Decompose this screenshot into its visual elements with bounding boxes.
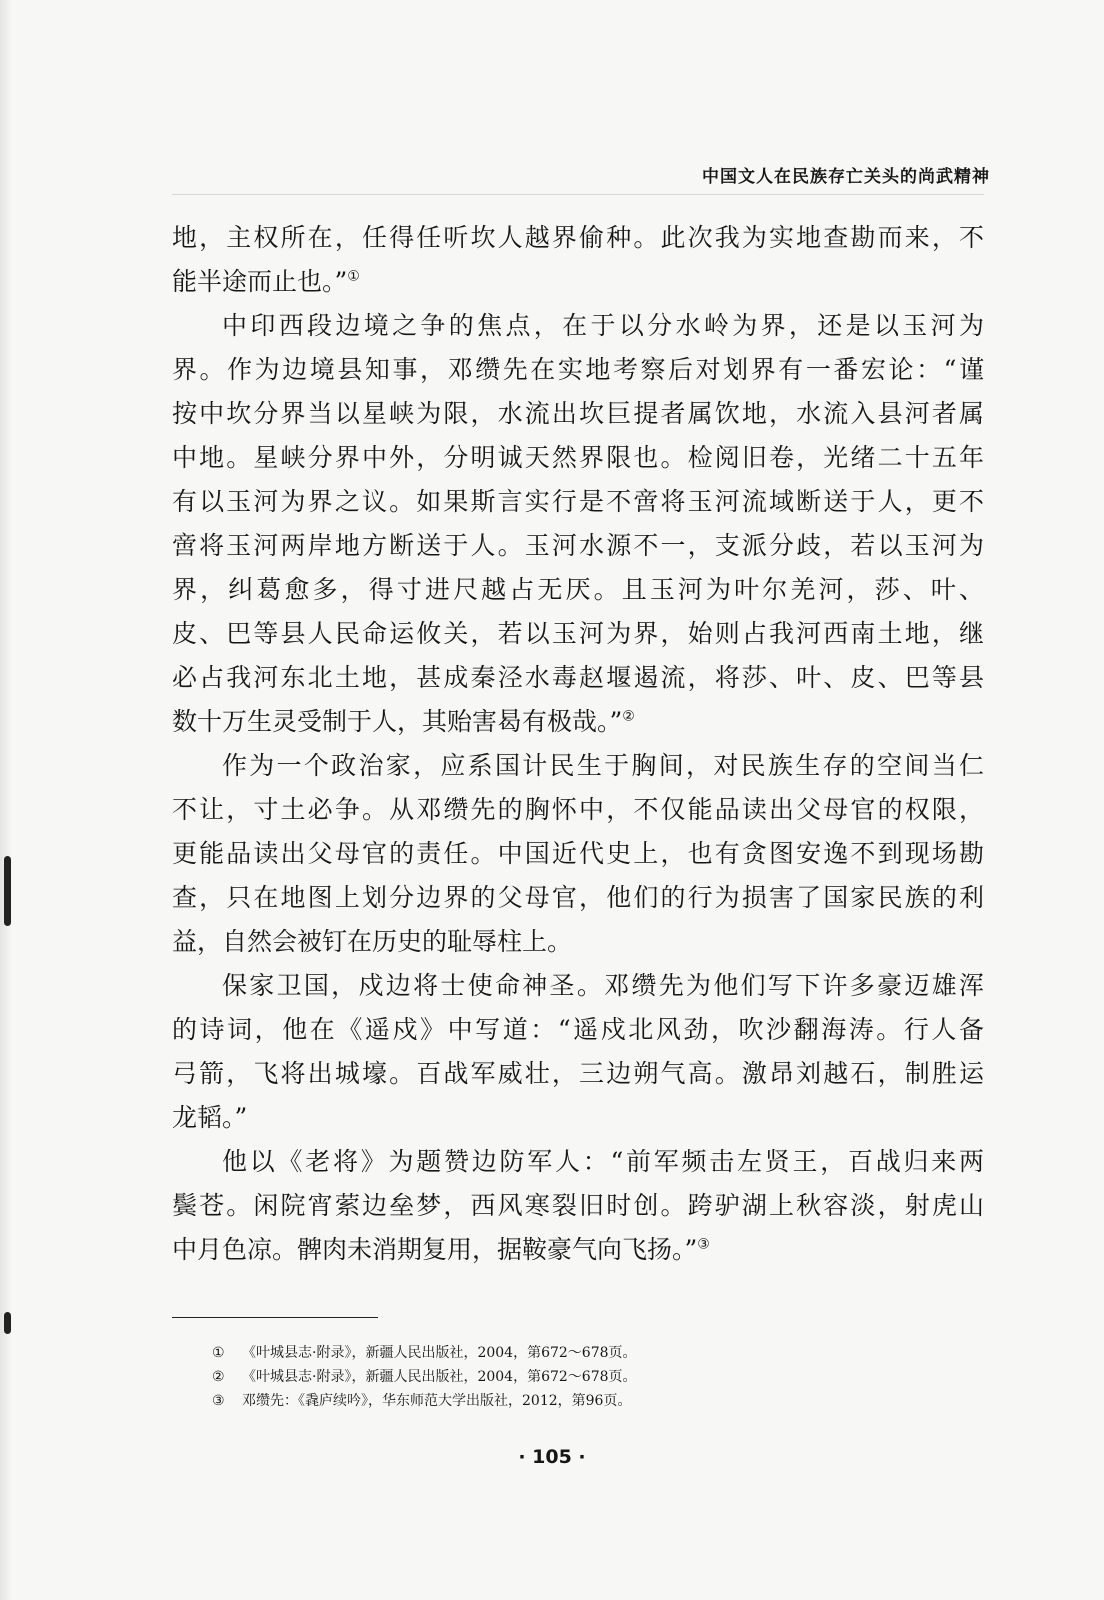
text-line-3: 中印西段边境之争的焦点，在于以分水岭为界，还是以玉河为 — [222, 311, 984, 340]
footnotes — [212, 1341, 972, 1413]
text-line-9: 界，纠葛愈多，得寸进尺越占无厌。且玉河为叶尔羌河，莎、叶、 — [172, 575, 984, 604]
footnote-2 — [212, 1365, 972, 1389]
footnote-1 — [212, 1341, 972, 1365]
line-text: 中月色凉。髀肉未消期复用，据鞍豪气向飞扬。” — [172, 1235, 698, 1264]
binding-mark — [4, 856, 11, 926]
page-number: · 105 · — [518, 1446, 586, 1468]
footnote-text: 《叶城县志·附录》，新疆人民出版社，2004，第672～678页。 — [242, 1345, 637, 1361]
header-rule — [172, 194, 984, 195]
text-line-19: 的诗词，他在《遥戍》中写道：“遥戍北风劲，吹沙翻海涛。行人备 — [172, 1015, 984, 1044]
footnote-text: 邓缵先：《毳庐续吟》，华东师范大学出版社，2012，第96页。 — [242, 1393, 632, 1409]
line-text: 能半途而止也。” — [172, 267, 348, 296]
text-line-2 — [172, 260, 984, 304]
footnote-marker: ③ — [212, 1393, 225, 1409]
main-text — [172, 216, 984, 1272]
text-line-12 — [172, 700, 984, 744]
text-line-13: 作为一个政治家，应系国计民生于胸间，对民族生存的空间当仁 — [222, 751, 984, 780]
text-line-14: 不让，寸土必争。从邓缵先的胸怀中，不仅能品读出父母官的权限， — [172, 795, 984, 824]
text-line-11: 必占我河东北土地，甚成秦泾水毒赵堰遏流，将莎、叶、皮、巴等县 — [172, 663, 984, 692]
text-line-16: 查，只在地图上划分边界的父母官，他们的行为损害了国家民族的利 — [172, 883, 984, 912]
text-line-1: 地，主权所在，任得任听坎人越界偷种。此次我为实地查勘而来，不 — [172, 223, 984, 252]
footnote-reference-2: ② — [622, 708, 635, 725]
text-line-21: 龙韬。” — [172, 1103, 248, 1132]
text-line-4: 界。作为边境县知事，邓缵先在实地考察后对划界有一番宏论：“谨 — [172, 355, 984, 384]
text-line-22: 他以《老将》为题赞边防军人：“前军频击左贤王，百战归来两 — [222, 1147, 984, 1176]
text-line-24 — [172, 1228, 984, 1272]
text-line-5: 按中坎分界当以星峡为限，水流出坎巨提者属饮地，水流入县河者属 — [172, 399, 984, 428]
text-line-20: 弓箭，飞将出城壕。百战军威壮，三边朔气高。激昂刘越石，制胜运 — [172, 1059, 984, 1088]
text-line-10: 皮、巴等县人民命运攸关，若以玉河为界，始则占我河西南土地，继 — [172, 619, 984, 648]
footnote-rule — [172, 1317, 378, 1318]
text-line-7: 有以玉河为界之议。如果斯言实行是不啻将玉河流域断送于人，更不 — [172, 487, 984, 516]
footnote-marker: ② — [212, 1369, 225, 1385]
text-line-8: 啻将玉河两岸地方断送于人。玉河水源不一，支派分歧，若以玉河为 — [172, 531, 984, 560]
text-line-17: 益，自然会被钉在历史的耻辱柱上。 — [172, 927, 573, 956]
text-line-23: 鬓苍。闲院宵萦边垒梦，西风寒裂旧时创。跨驴湖上秋容淡，射虎山 — [172, 1191, 984, 1220]
line-text: 数十万生灵受制于人，其贻害曷有极哉。” — [172, 707, 623, 736]
footnote-marker: ① — [212, 1345, 225, 1361]
running-header: 中国文人在民族存亡关头的尚武精神 — [702, 167, 990, 187]
footnote-3 — [212, 1389, 972, 1413]
text-line-15: 更能品读出父母官的责任。中国近代史上，也有贪图安逸不到现场勘 — [172, 839, 984, 868]
binding-mark — [4, 1312, 11, 1334]
text-line-18: 保家卫国，戍边将士使命神圣。邓缵先为他们写下许多豪迈雄浑 — [222, 971, 984, 1000]
footnote-text: 《叶城县志·附录》，新疆人民出版社，2004，第672～678页。 — [242, 1369, 637, 1385]
text-line-6: 中地。星峡分界中外，分明诚天然界限也。检阅旧卷，光绪二十五年 — [172, 443, 984, 472]
footnote-reference-1: ① — [347, 268, 360, 285]
scan-edge-shadow — [0, 0, 12, 1600]
footnote-reference-3: ③ — [697, 1236, 710, 1253]
